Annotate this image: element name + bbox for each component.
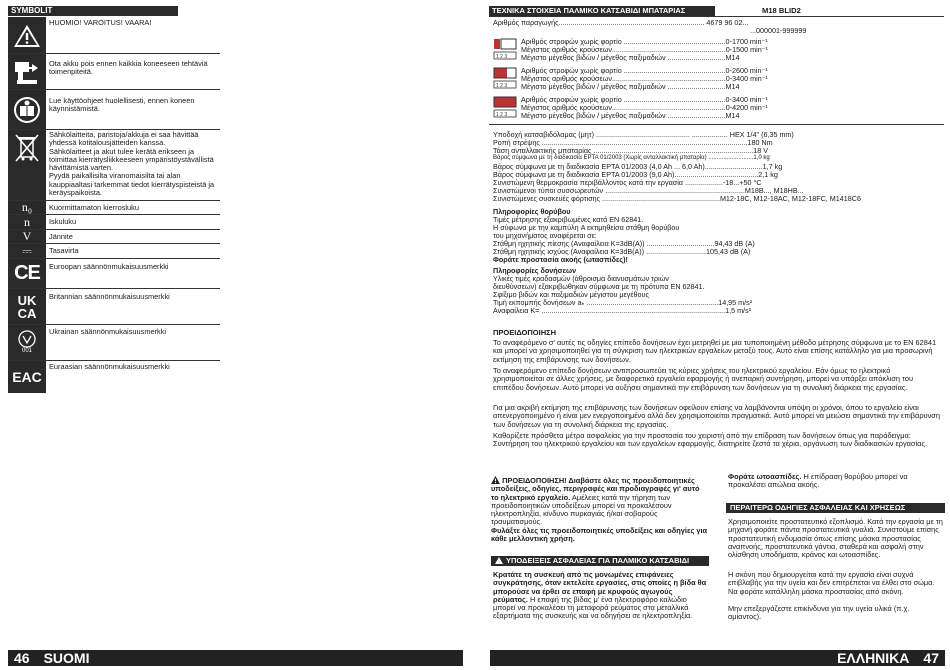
warning-triangle-icon: [495, 557, 503, 564]
mode2-line: Μέγιστος αριθμός κρούσεων.........................................................0-3400 min⁻¹: [521, 74, 768, 83]
ear-bold: Φοράτε ωτοασπίδες.: [728, 472, 802, 481]
warning-paragraph: Καθορίζετε πρόσθετα μέτρα ασφαλείας για την προστασία του χειριστή από την επίδραση των δονήσεων όπως για παράδειγμα: Συντήρηση του ηλεκτρικού εργαλείου και των εργαλείων εφαρμογής, διατηρείτε ζεστά τα χέρια, οργάνωση των διαδικασιών εργασίας.: [493, 431, 928, 449]
symbol-row: [8, 244, 220, 259]
symbol-text: Kuormittamaton kierrosluku: [49, 203, 139, 212]
spec-line: Βάρος σύμφωνα με τη διαδικασία EPTA 01/2003 (Χωρίς ανταλλακτική μπαταρία) ...........................1,0 kg: [493, 155, 770, 161]
symbol-row: [8, 361, 220, 393]
symbol-row: [8, 289, 220, 325]
warning-bold2: Φυλάξτε όλες τις προειδοποιητικές υποδείξεις και οδηγίες για κάθε μελλοντική χρήση.: [491, 525, 708, 544]
v-symbol: V: [8, 230, 46, 243]
symbol-row: [8, 215, 220, 230]
n0-symbol: n₀: [8, 201, 46, 214]
ear-protection-text: [728, 473, 944, 490]
noise-line: Η σύφωνα με την καμπύλη A εκτιμηθείσα στάθμη θορύβου: [493, 223, 680, 232]
vib-line: Σφίξιμο βιδών και παξιμαδιών μέγιστου μεγέθους: [493, 290, 649, 299]
warning-triangle-icon: [8, 17, 46, 53]
symbol-text: Jännite: [49, 232, 73, 241]
language-title: SUOMI: [43, 650, 90, 666]
mode2-line: Αριθμός στροφών χωρίς φορτίο ...................................................0-2600 min⁻¹: [521, 66, 768, 75]
symbol-text: HUOMIO! VAROITUS! VAARA!: [49, 18, 152, 27]
spec-line: Ροπή στρέψης .......................................................................................................180 Nm: [493, 138, 773, 147]
further-paragraph: Η σκόνη που δημιουργείται κατά την εργασία είναι συχνά επιβλαβής για την υγεία και δεν επιτρέπεται να έλθει στο σώμα. Να φοράτε κατάλληλη μάσκα προστασίας από σκόνη.: [728, 570, 935, 596]
symbol-row: [8, 54, 220, 90]
mode1-line: Μέγιστο μέγεθος βιδών / μέγεθος παξιμαδιών .............................M14: [521, 53, 740, 62]
spec-line: Τάση ανταλλακτικής μπαταρίας ................................................................................18 V: [493, 146, 769, 155]
page-number: 46: [14, 650, 30, 666]
spec-line: Υποδοχή κατσαβιδόλαμας (μητ) ............................................... .................. HEX 1/4" (6,35 mm): [493, 130, 794, 139]
noise-line: Στάθμη ηχητικής πίεσης (Αναφαίλεια K=3dB(A)) ..................................94,43 dB (A): [493, 239, 755, 248]
mode-2-battery-icon: [493, 67, 517, 89]
divider: [489, 16, 944, 17]
impact-driver-safety-header: [491, 556, 709, 566]
symbol-row: [8, 17, 220, 54]
ukraine-mark-code: 001: [21, 348, 32, 354]
vib-line: Τιμή εκπομπής δονήσεων aₕ ..................................................................14,95 m/s²: [493, 298, 753, 307]
mode3-line: Μέγιστος αριθμός κρούσεων.........................................................0-4200 min⁻¹: [521, 103, 768, 112]
left-footer: [8, 650, 463, 666]
language-title: ΕΛΛΗΝΙΚΑ: [837, 650, 910, 666]
spec-line: Βάρος σύμφωνα με τη διαδικασία EPTA 01/2003 (4,0 Ah ... 6,0 Ah).............................1,7 kg: [493, 162, 783, 171]
further-paragraph: Μην επεξεργάζεστε επικίνδυνα για την υγεία υλικά (π.χ. αμίαντος).: [728, 604, 910, 622]
mode1-line: Αριθμός στροφών χωρίς φορτίο ...................................................0-1700 min⁻¹: [521, 37, 768, 46]
further-instructions-header: ΠΕΡΑΙΤΕΡΩ ΟΔΗΓΙΕΣ ΑΣΦΑΛΕΙΑΣ ΚΑΙ ΧΡΗΣΕΩΣ: [726, 503, 945, 513]
symbol-text: Sähkölaitteita, paristoja/akkuja ei saa hävittää yhdessä kotitalousjätteiden kanssa. Sähkölaitteet ja akut tulee kerätä erikseen ja toimittaa kierrätysliikkeeseen ympäristöystävällistä hävittämistä varten. Pyydä paikallisilta viranomaisilta tai alan kauppiaaltasi tarkemmat tiedot kierrätyspisteistä ja keräyspaikoista.: [49, 130, 215, 198]
warning-paragraph: Για μια ακριβή εκτίμηση της επιβάρυνσης των δονήσεων οφείλουν επίσης να λαμβάνονται υπόψη οι χρόνοι, όπου το εργαλείο είναι απενεργοποιημένο ή είναι μεν ενεργοποιημένο αλλά δεν χρησιμοποιείται πραγματικά. Αυτό μπορεί να μειώσει σημαντικά την επιβάρυνση των δονήσεων για τη συνολική διάρκεια της εργασίας.: [493, 403, 940, 429]
remove-battery-icon: [8, 54, 46, 89]
symbols-header: SYMBOLIT: [8, 6, 178, 16]
ukca-mark-icon: UK CA: [8, 289, 46, 324]
symbol-text: Euraasian säännönmukaisuusmerkki: [49, 362, 170, 371]
symbol-row: [8, 259, 220, 289]
mode-3-battery-icon: [493, 96, 517, 118]
production-range: ...000001-999999: [750, 26, 807, 35]
svg-text:1 2 3: 1 2 3: [496, 112, 508, 118]
symbol-text: Britannian säännönmukaisuusmerkki: [49, 292, 170, 301]
spec-line: Συνιστώμενοι τύποι συσσωρευτών ......................................................................M18B..., M18HB...: [493, 186, 804, 195]
mode-1-battery-icon: [493, 38, 517, 60]
vib-title: Πληροφορίες δονήσεων: [493, 266, 577, 275]
tech-data-header: ΤΕΧΝΙΚΑ ΣΤΟΙΧΕΙΑ ΠΑΛΜΙΚΟ ΚΑΤΣΑΒΙΔΙ ΜΠΑΤΑΡΙΑΣ: [489, 6, 715, 16]
eac-mark-icon: EAC: [8, 361, 46, 393]
safety-rest: Η επαφή της βίδας μ' ένα ηλεκτροφόρο καλώδιο μπορεί να προκαλέσει τη μεταφορά ρεύματος στα μεταλλικά εξαρτήματα της συσκευής και να οδηγήσει σε ηλεκτροπληξία.: [493, 594, 693, 621]
warning-bold: ΠΡΟΕΙΔΟΠΟΙΗΣΗ! Διαβάστε όλες τις προειδοποιητικές υποδείξεις, οδηγίες, περιγραφές και προδιαγραφές γι' αυτό το ηλεκτρικό εργαλείο.: [491, 476, 700, 502]
warning-title: ΠΡΟΕΙΔΟΠΟΙΗΣΗ: [493, 328, 557, 337]
warning-rest: Αμέλειες κατά την τήρηση των προειδοποιητικών υποδείξεων μπορεί να προκαλέσουν ηλεκτροπληξία, κίνδυνο πυρκαγιάς ή/και σοβαρούς τραυματισμούς.: [491, 492, 672, 527]
svg-text:1 2 3: 1 2 3: [496, 83, 508, 89]
mode3-line: Μέγιστο μέγεθος βιδών / μέγεθος παξιμαδιών .............................M14: [521, 111, 740, 120]
symbol-row: [8, 90, 220, 130]
vib-line: διευθύνσεων) εξακριβωθηκαν σύμφωνα με τη πρότυπα EN 62841.: [493, 282, 705, 291]
spec-line: Βάρος σύμφωνα με τη διαδικασία EPTA 01/2003 (9,0 Ah)..........................................2,1 kg: [493, 170, 778, 179]
symbol-row: [8, 325, 220, 361]
warning-paragraph: Το αναφερόμενο επίπεδο δονήσεων αντιπροσωπεύει τις κύριες χρήσεις του ηλεκτρικού εργαλείου. Εάν όμως το ηλεκτρικό χρησιμοποιείται σε άλλες χρήσεις, με διαφορετικά εργαλεία εφαρμογής ή ανεπαρκή συντήρηση, μπορεί να υπάρξει απόκλιση του επιπέδου δονήσεων. Αυτό μπορεί να αυξήσει σημαντικά την επιβάρυνση των δονήσεων για τη συνολική διάρκεια της εργασίας.: [493, 366, 914, 392]
ce-mark-icon: CE: [8, 259, 46, 288]
safety-bold: Κρατάτε τη συσκευή από τις μονωμένες επιφάνειες συγκράτησης, όταν εκτελείτε εργασίες, στις οποίες η βίδα θα μπορούσε να έρθει σε επαφή με κρυφούς αγωγούς ρεύματος.: [493, 570, 707, 604]
further-paragraph: Χρησιμοποιείτε προστατευτικό εξοπλισμό. Κατά την εργασία με τη μηχανή φοράτε πάντα προστατευτικά γυαλιά. Συνιστούμε επίσης προστατευτική ενδυμασία όπως επίσης μάσκα προστασίας αναπνοής, προστατευτικά γάντια, σταθερά και ασφαλή στην ολίσθηση υποδήματα, κράνος και ωτοασπίδες.: [728, 517, 943, 560]
impact-driver-safety-label: ΥΠΟΔΕΙΞΕΙΣ ΑΣΦΑΛΕΙΑΣ ΓΙΑ ΠΑΛΜΙΚΟ ΚΑΤΣΑΒΙΔΙ: [506, 556, 690, 565]
ear-rest: Η επίδραση θορύβου μπορεί να προκαλέσει απώλεια ακοής.: [728, 472, 908, 490]
vib-line: Αναφαίλεια K= ............................................................................................1,5 m/s²: [493, 306, 752, 315]
spec-line: Συνιστώμενες συσκευές φόρτισης ...........................................................M12-18C, M12-18AC, M12-18FC, M1418C6: [493, 194, 861, 203]
noise-line: του μηχανήματος αναφέρεται σε:: [493, 231, 597, 240]
impact-driver-safety-text: [493, 571, 707, 621]
dc-symbol: ⎓: [8, 244, 46, 258]
noise-line: Τιμές μέτρησης εξακριβωμένες κατά EN 62841.: [493, 215, 644, 224]
symbol-text: Euroopan säännönmukaisuusmerkki: [49, 262, 169, 271]
noise-bold: Φοράτε προστασία ακοής (ωτασπίδες)!: [493, 255, 628, 264]
symbol-row: [8, 201, 220, 215]
n-symbol: n: [8, 215, 46, 229]
ukraine-mark-icon: [8, 325, 46, 360]
mode2-line: Μέγιστο μέγεθος βιδών / μέγεθος παξιμαδιών .............................M14: [521, 82, 740, 91]
production-number: Αριθμός παραγωγής......................................................................... 4679 96 02...: [493, 18, 749, 27]
read-manual-icon: [8, 90, 46, 129]
mode3-line: Αριθμός στροφών χωρίς φορτίο ...................................................0-3400 min⁻¹: [521, 95, 768, 104]
symbol-text: Lue käyttöohjeet huolellisesti, ennen koneen käynnistämistä.: [49, 96, 195, 114]
mode1-line: Μέγιστος αριθμός κρούσεων.........................................................0-1500 min⁻¹: [521, 45, 768, 54]
spec-line: Συνιστώμενη θερμοκρασία περιβάλλοντος κατά την εργασία ...................-18...+50 °C: [493, 178, 762, 187]
svg-text:1 2 3: 1 2 3: [496, 54, 508, 60]
warning-triangle-icon: [491, 476, 500, 484]
read-all-warnings-box: [491, 476, 709, 543]
symbol-text: Ukrainan säännönmukaisuusmerkki: [49, 327, 167, 336]
vib-line: Υλικές τιμές κραδασμών (άθροισμα διανυσμάτων τριών: [493, 274, 669, 283]
symbol-row: [8, 130, 220, 201]
right-footer: [490, 650, 945, 666]
symbol-row: [8, 230, 220, 244]
noise-title: Πληροφορίες θορύβου: [493, 207, 571, 216]
symbol-text: Iskuluku: [49, 217, 77, 226]
symbol-text: Tasavirta: [49, 246, 79, 255]
symbol-text: Ota akku pois ennen kaikkia koneeseen tehtäviä toimenpiteitä.: [49, 59, 208, 77]
crossed-bin-icon: [8, 130, 46, 200]
page-number: 47: [923, 650, 939, 666]
model-name: M18 BLID2: [762, 6, 801, 15]
noise-line: Στάθμη ηχητικής ισχύος (Αναφαίλεια K=3dB(A)) ..............................105,43 dB (A): [493, 247, 751, 256]
divider: [489, 124, 944, 125]
warning-paragraph: Το αναφερόμενο σ' αυτές τις οδηγίες επίπεδο δονήσεων έχει μετρηθεί με μια τυποποιημένη μέθοδο μέτρησης σύμφωνα με το EN 62841 και μπορεί να χρησιμοποιηθεί για τη σύγκριση των ηλεκτρικών εργαλείων μεταξύ τους. Αυτό είναι επίσης κατάλληλο για μια προσωρινή εκτίμηση της επιβάρυνσης των δονήσεων.: [493, 338, 937, 364]
